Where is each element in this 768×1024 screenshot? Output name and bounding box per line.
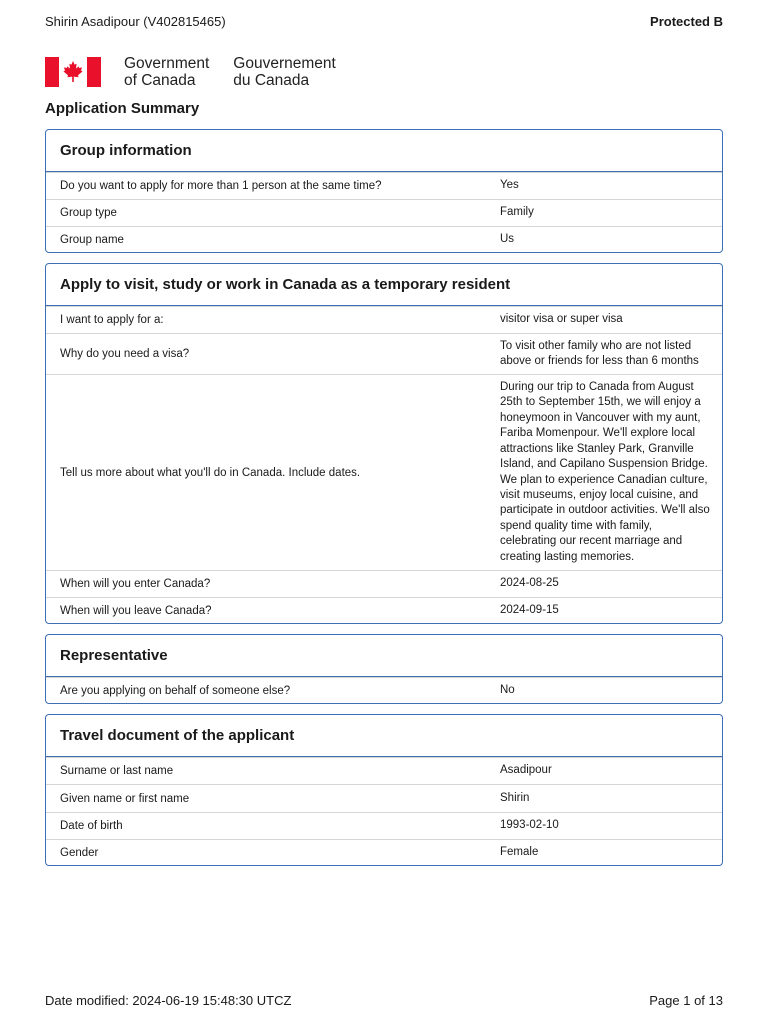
summary-sections [45, 129, 723, 876]
question-label: Date of birth [60, 820, 123, 832]
section-group-information [45, 129, 723, 253]
answer-value: Family [500, 206, 534, 219]
question-label: Do you want to apply for more than 1 person at the same time? [60, 180, 382, 192]
answer-value: Us [500, 232, 515, 245]
section-title: Group information [46, 130, 722, 172]
section-title: Travel document of the applicant [46, 715, 722, 757]
logo-french-line-2: du Canada [233, 72, 310, 89]
answer-value: Yes [500, 179, 519, 192]
table-row [46, 839, 722, 865]
table-row [46, 784, 722, 812]
answer-value: To visit other family who are not listed above or friends for less than 6 months [500, 339, 699, 367]
question-label: Given name or first name [60, 792, 190, 805]
government-name-english [124, 55, 209, 89]
answer-value: 2024-09-15 [500, 603, 559, 616]
page-title: Application Summary [45, 100, 200, 117]
answer-value: Shirin [500, 791, 530, 804]
canada-flag-icon [45, 57, 101, 87]
question-label: Tell us more about what you'll do in Canada. Include dates. [60, 466, 361, 479]
page-number: Page 1 of 13 [649, 993, 723, 1008]
section-representative [45, 634, 723, 704]
logo-french-line-1: Gouvernement [233, 55, 336, 72]
question-label: I want to apply for a: [60, 314, 164, 326]
table-row [46, 333, 722, 374]
table-row [46, 597, 722, 623]
answer-value: Female [500, 845, 539, 858]
question-label: Are you applying on behalf of someone else? [60, 684, 291, 697]
question-label: When will you leave Canada? [60, 604, 212, 617]
answer-value: 1993-02-10 [500, 819, 559, 832]
logo-english-line-1: Government [124, 55, 210, 72]
question-label: When will you enter Canada? [60, 578, 211, 590]
table-row [46, 677, 722, 703]
section-title: Representative [46, 635, 722, 677]
question-label: Group name [60, 233, 124, 246]
question-label: Why do you need a visa? [60, 348, 190, 360]
question-label: Gender [60, 846, 99, 859]
page-footer [45, 993, 723, 1008]
table-row [46, 226, 722, 252]
logo-english-line-2: of Canada [124, 72, 196, 89]
government-name-french [233, 55, 336, 89]
table-row [46, 374, 722, 570]
government-of-canada-logo [45, 55, 336, 89]
table-row [46, 199, 722, 226]
table-row [46, 306, 722, 333]
table-row [46, 172, 722, 199]
answer-value: During our trip to Canada from August 25th to September 15th, we will enjoy a honeymoon in Vancouver with my aunt, Fariba Momenpour. We'll explore local attractions like Stanley Park, Granville Island, and Capilano Suspension Bridge. We plan to experience Canadian culture, visit museums, enjoy local cuisine, and participate in outdoor activities. We'll also spend quality time with family, celebrating our recent marriage and creating lasting memories. [500, 381, 710, 563]
answer-value: Asadipour [500, 764, 552, 777]
answer-value: 2024-08-25 [500, 577, 559, 590]
table-row [46, 812, 722, 839]
section-travel-document [45, 714, 723, 866]
classification-label: Protected B [650, 14, 723, 29]
applicant-name: Shirin Asadipour (V402815465) [45, 14, 226, 29]
table-row [46, 757, 722, 784]
answer-value: No [500, 683, 515, 696]
question-label: Group type [60, 207, 117, 219]
answer-value: visitor visa or super visa [500, 313, 623, 326]
page-header [45, 14, 723, 29]
section-temporary-resident [45, 263, 723, 624]
table-row [46, 570, 722, 597]
question-label: Surname or last name [60, 765, 174, 777]
section-title: Apply to visit, study or work in Canada as a temporary resident [46, 264, 722, 306]
date-modified: Date modified: 2024-06-19 15:48:30 UTCZ [45, 993, 292, 1008]
